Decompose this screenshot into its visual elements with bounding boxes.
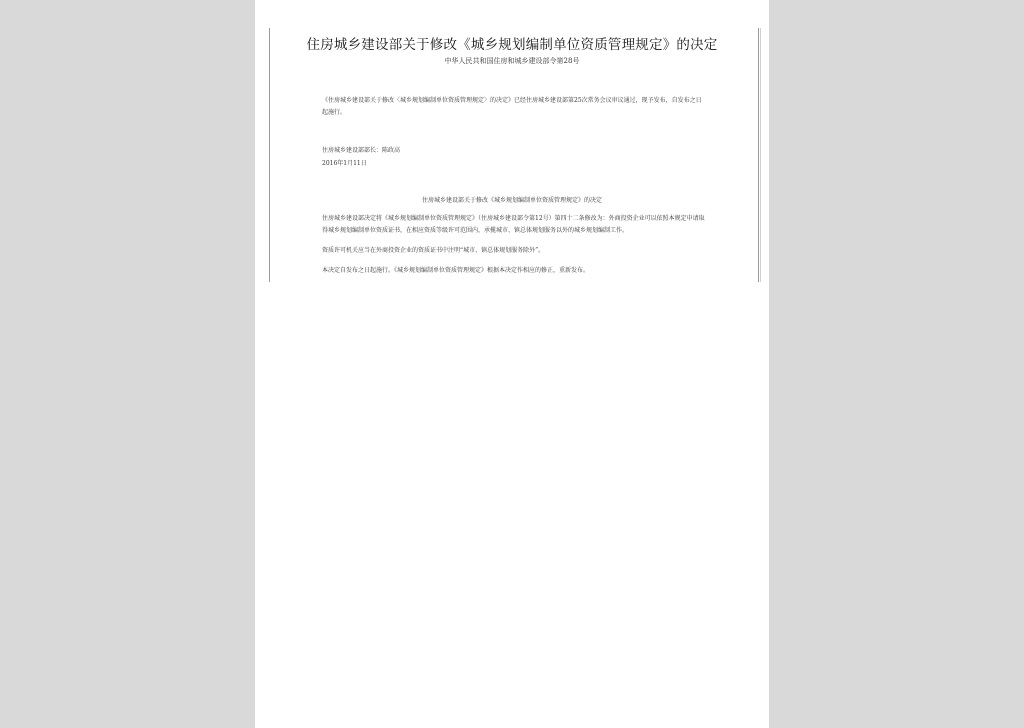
document-date: 2016年1月11日 [322,160,367,167]
body-paragraph-2: 资质许可机关应当在外商投资企业的资质证书中注明“城市、镇总体规划服务除外”。 [322,247,545,254]
page-frame-right [758,28,759,282]
document-title: 住房城乡建设部关于修改《城乡规划编制单位资质管理规定》的决定 [306,37,718,53]
section-title: 住房城乡建设部关于修改《城乡规划编制单位资质管理规定》的决定 [421,197,602,204]
body-paragraph-3: 本决定自发布之日起施行。《城乡规划编制单位资质管理规定》根据本决定作相应的修正，重新发布。 [322,267,590,274]
page-frame-shadow [760,28,761,282]
body-paragraph-1: 住房城乡建设部决定将《城乡规划编制单位资质管理规定》（住房城乡建设部令第12号）第四十二条修改为：外商投资企业可以依照本规定申请取得城乡规划编制单位资质证书，在相应资质等级许可范围内，承揽城市、镇总体规划服务以外的城乡规划编制工作。 [322,215,705,234]
document-page [255,0,769,728]
page-frame-left [269,28,270,282]
signature-line: 住房城乡建设部部长：陈政高 [322,147,401,154]
document-subtitle: 中华人民共和国住房和城乡建设部令第28号 [444,57,580,65]
intro-paragraph: 《住房城乡建设部关于修改〈城乡规划编制单位资质管理规定〉的决定》已经住房城乡建设部第25次常务会议审议通过，现予发布，自发布之日起施行。 [322,97,702,116]
